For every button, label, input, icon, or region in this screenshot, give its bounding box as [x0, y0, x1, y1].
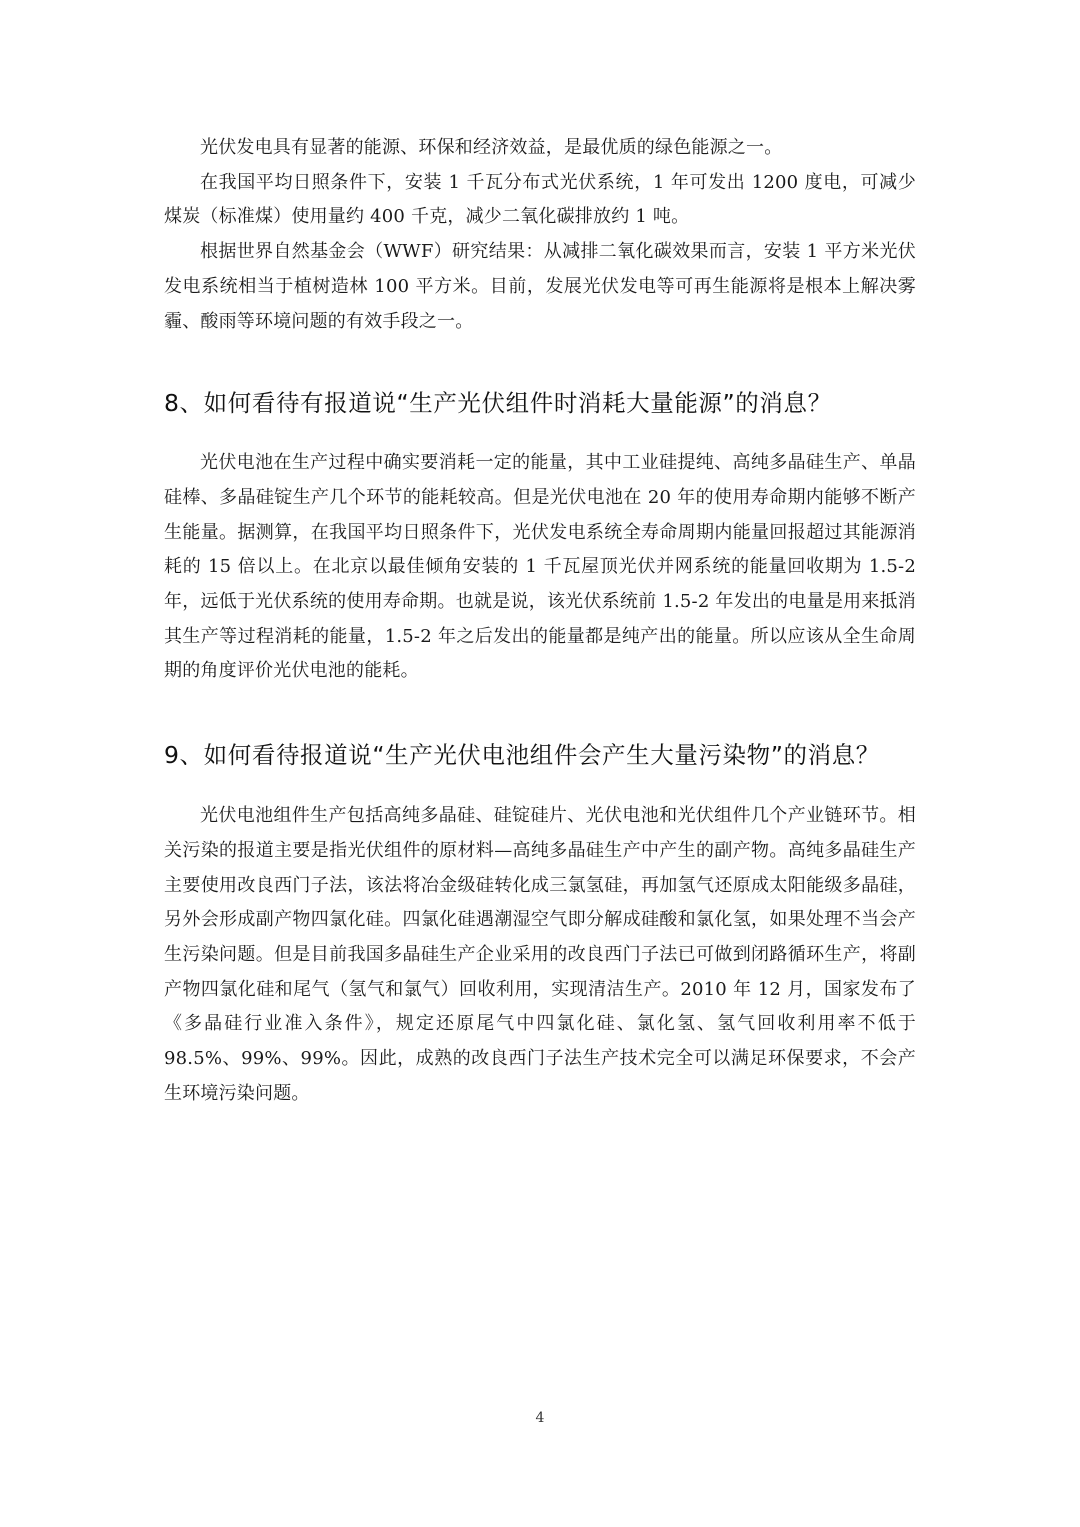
question-8-answer: 光伏电池在生产过程中确实要消耗一定的能量，其中工业硅提纯、高纯多晶硅生产、单晶硅棒、多晶硅锭生产几个环节的能耗较高。但是光伏电池在 20 年的使用寿命期内能够不断产生能量。据测算，在我国平均日照条件下，光伏发电系统全寿命周期内能量回报超过其能源消耗的 15 倍以上。在北京以最佳倾角安装的 1 千瓦屋顶光伏并网系统的能量回收期为 1.5-2 年，远低于光伏系统的使用寿命期。也就是说，该光伏系统前 1.5-2 年发出的电量是用来抵消其生产等过程消耗的能量，1.5-2 年之后发出的能量都是纯产出的能量。所以应该从全生命周期的角度评价光伏电池的能耗。 — [164, 452, 916, 682]
paragraph-green-energy: 光伏发电具有显著的能源、环保和经济效益，是最优质的绿色能源之一。 — [200, 137, 783, 158]
question-8-heading: 8、如何看待有报道说“生产光伏组件时消耗大量能源”的消息？ — [164, 389, 832, 418]
paragraph-wwf-research: 根据世界自然基金会（WWF）研究结果：从减排二氧化碳效果而言，安装 1 平方米光伏发电系统相当于植树造林 100 平方米。目前，发展光伏发电等可再生能源将是根本上解决雾霾、酸雨等环境问题的有效手段之一。 — [164, 241, 916, 332]
question-9-heading: 9、如何看待报道说“生产光伏电池组件会产生大量污染物”的消息？ — [164, 741, 880, 770]
page-content — [164, 131, 916, 1111]
question-9-answer: 光伏电池组件生产包括高纯多晶硅、硅锭硅片、光伏电池和光伏组件几个产业链环节。相关污染的报道主要是指光伏组件的原材料—高纯多晶硅生产中产生的副产物。高纯多晶硅生产主要使用改良西门子法，该法将冶金级硅转化成三氯氢硅，再加氢气还原成太阳能级多晶硅，另外会形成副产物四氯化硅。四氯化硅遇潮湿空气即分解成硅酸和氯化氢，如果处理不当会产生污染问题。但是目前我国多晶硅生产企业采用的改良西门子法已可做到闭路循环生产，将副产物四氯化硅和尾气（氢气和氯气）回收利用，实现清洁生产。2010 年 12 月，国家发布了《多晶硅行业准入条件》，规定还原尾气中四氯化硅、氯化氢、氢气回收利用率不低于 98.5%、99%、99%。因此，成熟的改良西门子法生产技术完全可以满足环保要求，不会产生环境污染问题。 — [164, 805, 916, 1104]
paragraph-annual-output: 在我国平均日照条件下，安装 1 千瓦分布式光伏系统，1 年可发出 1200 度电，可减少煤炭（标准煤）使用量约 400 千克，减少二氧化碳排放约 1 吨。 — [164, 171, 916, 228]
page-number: 4 — [535, 1410, 545, 1426]
